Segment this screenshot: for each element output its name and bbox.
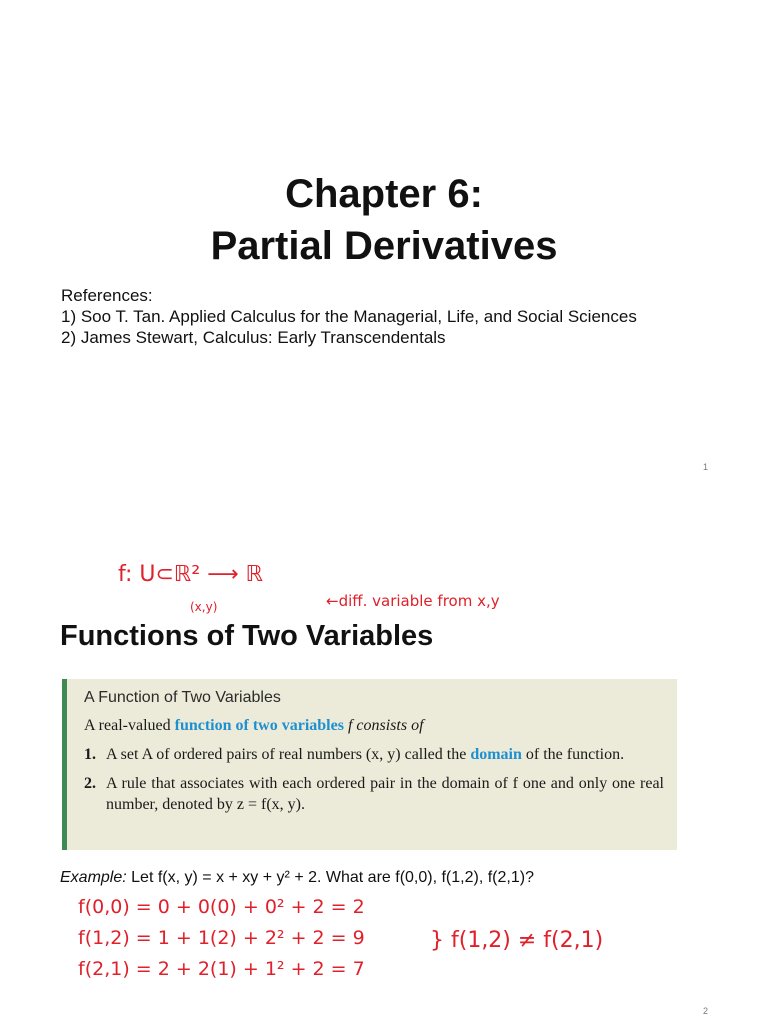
reference-2: 2) James Stewart, Calculus: Early Transcendentals	[61, 328, 446, 347]
reference-1: 1) Soo T. Tan. Applied Calculus for the Managerial, Life, and Social Sciences	[61, 307, 637, 326]
item-1-highlight: domain	[470, 746, 522, 763]
definition-body	[84, 715, 664, 815]
intro-highlight: function of two variables	[174, 717, 344, 734]
section-title: Functions of Two Variables	[60, 620, 434, 652]
definition-box	[62, 679, 677, 850]
example-label: Example:	[60, 869, 127, 886]
example-text: Let f(x, y) = x + xy + y² + 2. What are f(0,0), f(1,2), f(2,1)?	[131, 869, 534, 886]
definition-item-2	[84, 773, 664, 815]
page-number: 2	[702, 1006, 708, 1016]
references-heading: References:	[61, 286, 153, 305]
handwritten-work-2: f(1,2) = 1 + 1(2) + 2² + 2 = 9	[78, 927, 365, 949]
handwritten-mapping: f: U⊂ℝ² ⟶ ℝ	[118, 562, 264, 587]
example-line	[60, 869, 534, 887]
definition-heading: A Function of Two Variables	[84, 689, 281, 706]
intro-pre: A real-valued	[84, 717, 171, 734]
item-1-pre: A set A of ordered pairs of real numbers (x, y) called the	[106, 746, 467, 763]
item-1-number: 1.	[84, 746, 96, 763]
intro-post: f consists of	[347, 717, 424, 734]
handwritten-domain-note: (x,y)	[190, 600, 218, 614]
handwritten-work-3: f(2,1) = 2 + 2(1) + 1² + 2 = 7	[78, 958, 365, 980]
references	[61, 285, 637, 348]
title-line-2: Partial Derivatives	[210, 224, 558, 268]
handwritten-conclusion: } f(1,2) ≠ f(2,1)	[430, 928, 604, 953]
chapter-title	[0, 168, 768, 272]
slide-2	[0, 512, 768, 1024]
handwritten-note: ←diff. variable from x,y	[326, 592, 500, 610]
handwritten-work-1: f(0,0) = 0 + 0(0) + 0² + 2 = 2	[78, 896, 365, 918]
item-2-text: A rule that associates with each ordered pair in the domain of f one and only one real number, denoted by z = f(x, y).	[106, 775, 664, 813]
item-2-number: 2.	[84, 775, 96, 792]
definition-item-1	[84, 744, 664, 765]
item-1-post: of the function.	[525, 746, 625, 763]
definition-intro	[84, 715, 664, 736]
title-line-1: Chapter 6:	[285, 172, 483, 216]
page-number: 1	[702, 462, 708, 472]
